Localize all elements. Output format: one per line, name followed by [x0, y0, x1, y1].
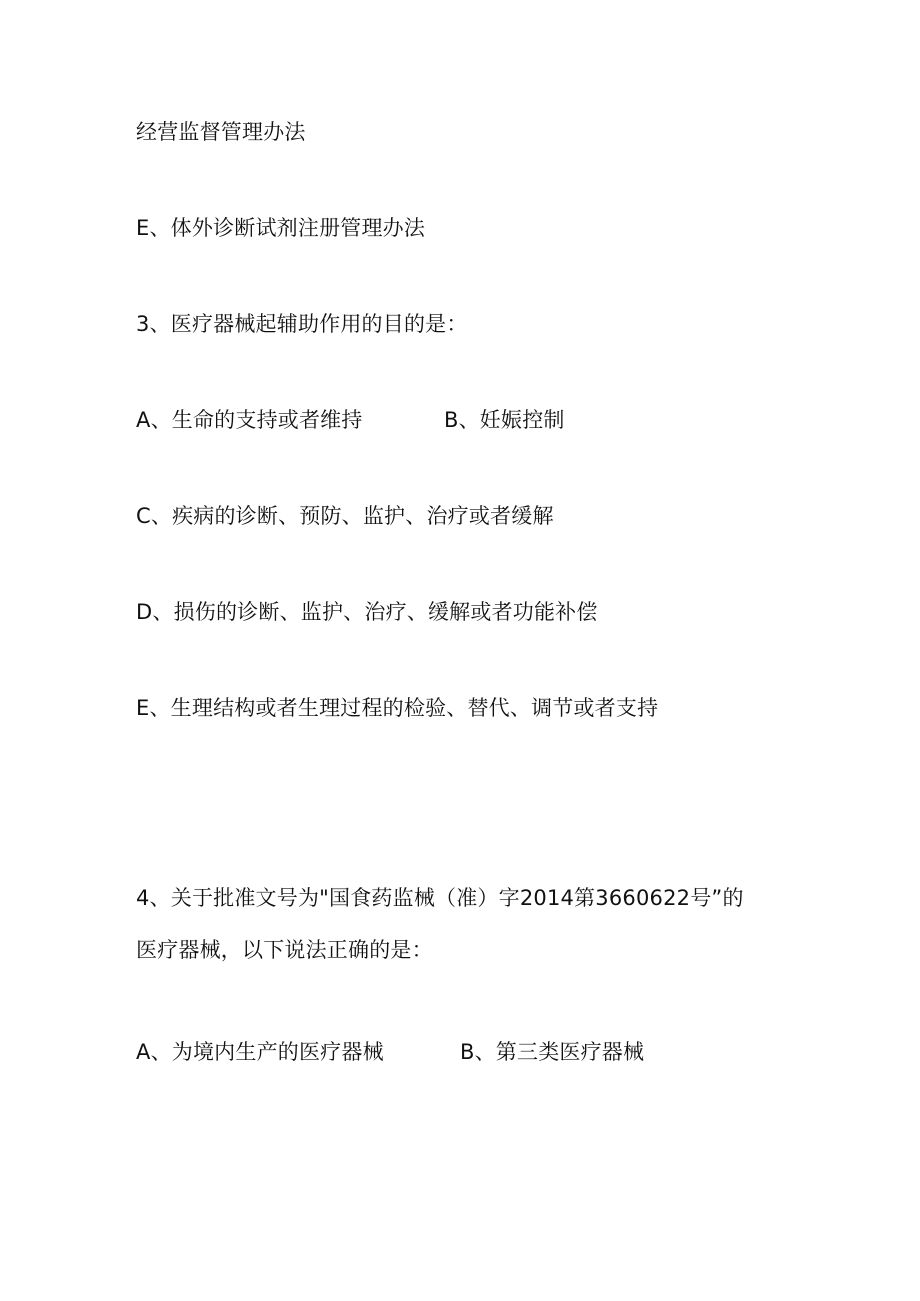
- question-3-option-b: B、妊娠控制: [444, 408, 565, 432]
- question-3-option-e: E、生理结构或者生理过程的检验、替代、调节或者支持: [136, 696, 659, 720]
- question-3-option-c: C、疾病的诊断、预防、监护、治疗或者缓解: [136, 504, 554, 528]
- question-4-option-b: B、第三类医疗器械: [460, 1040, 645, 1064]
- question-4-stem-line-1: 4、关于批准文号为"国食药监械（准）字2014第3660622号”的: [136, 886, 744, 910]
- text-line-continuation: 经营监督管理办法: [136, 120, 306, 144]
- question-3-option-d: D、损伤的诊断、监护、治疗、缓解或者功能补偿: [136, 600, 598, 624]
- question-3-stem: 3、医疗器械起辅助作用的目的是：: [136, 312, 468, 336]
- question-3-option-a: A、生命的支持或者维持: [136, 408, 363, 432]
- question-4-stem-line-2: 医疗器械，以下说法正确的是：: [136, 938, 433, 962]
- option-e-previous: E、体外诊断试剂注册管理办法: [136, 216, 426, 240]
- question-4-option-a: A、为境内生产的医疗器械: [136, 1040, 384, 1064]
